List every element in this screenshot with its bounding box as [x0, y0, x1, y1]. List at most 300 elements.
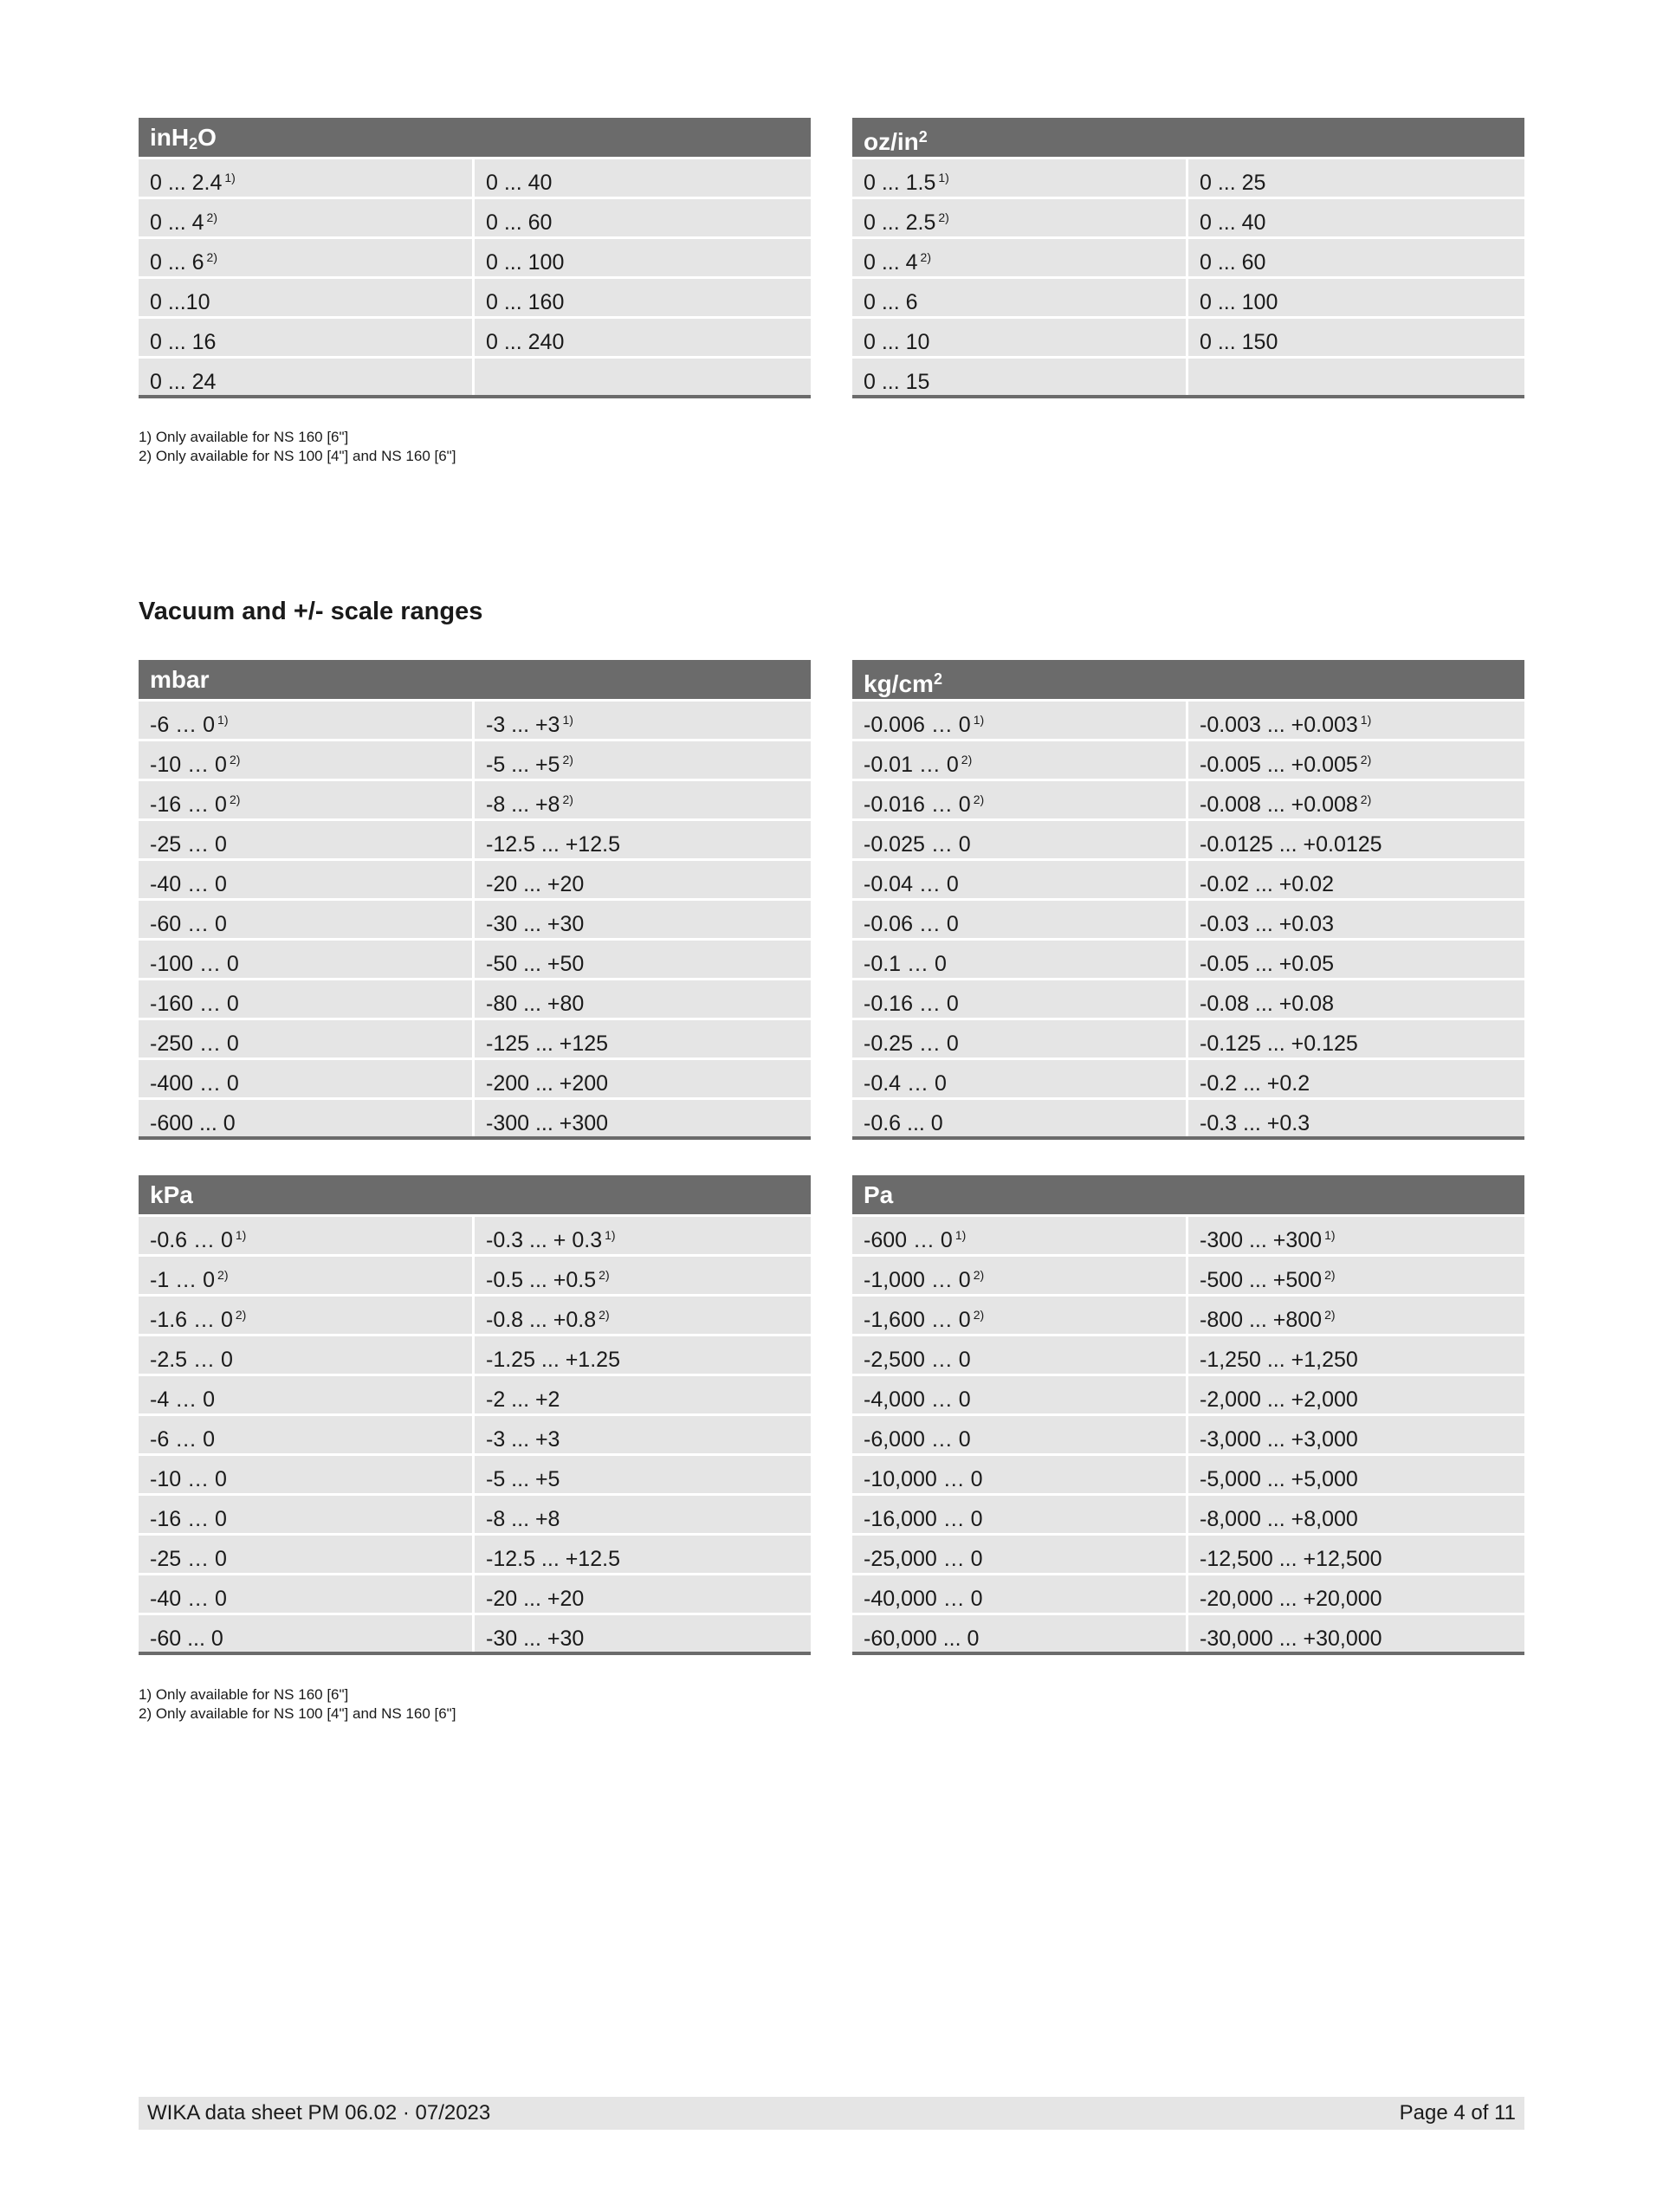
cell-value: -0.06 … 0 [864, 912, 959, 936]
cell-value: -40 … 0 [150, 1587, 227, 1611]
cell-value: -0.6 ... 0 [864, 1111, 943, 1135]
footnote-marker: 2) [973, 1308, 985, 1322]
table-row [139, 1615, 811, 1655]
cell-value: -3 ... +3 [486, 1427, 560, 1452]
table-row [139, 1336, 811, 1374]
table-cell [475, 1376, 811, 1413]
table-cell [1188, 1456, 1524, 1493]
cell-value: 0 ...10 [150, 290, 210, 314]
table-row [139, 1496, 811, 1533]
table-cell [139, 1456, 472, 1493]
table-row [139, 1575, 811, 1613]
table-cell [852, 1297, 1186, 1334]
table-cell [1188, 702, 1524, 739]
cell-value: -10 … 0 [150, 753, 227, 777]
table-row [139, 159, 811, 197]
table-cell [1188, 1575, 1524, 1613]
table-row [139, 1217, 811, 1254]
table-cell [1188, 861, 1524, 898]
cell-value: -600 ... 0 [150, 1111, 236, 1135]
table-cell [852, 199, 1186, 236]
cell-value: -4,000 … 0 [864, 1387, 971, 1412]
cell-value: -80 ... +80 [486, 992, 585, 1016]
table-row [852, 1416, 1524, 1453]
cell-value: -6 … 0 [150, 713, 216, 737]
footnote-marker: 2) [235, 1308, 247, 1322]
cell-value: -5 ... +5 [486, 753, 560, 777]
cell-value: -8 ... +8 [486, 792, 560, 817]
cell-value: -2,000 ... +2,000 [1200, 1387, 1358, 1412]
cell-value: -0.2 ... +0.2 [1200, 1071, 1310, 1096]
cell-value: -25 … 0 [150, 1547, 227, 1571]
table-row [852, 821, 1524, 858]
table-cell [139, 1297, 472, 1334]
table-row [139, 1416, 811, 1453]
table-row [852, 980, 1524, 1018]
cell-value: 0 ... 240 [486, 330, 565, 354]
table-row [139, 781, 811, 818]
cell-value: -2.5 … 0 [150, 1348, 233, 1372]
footnote-marker: 2) [973, 792, 985, 806]
cell-value: -250 … 0 [150, 1032, 239, 1056]
cell-value: -16,000 … 0 [864, 1507, 983, 1531]
footnote-marker: 2) [206, 210, 217, 224]
footnote-marker: 2) [1360, 753, 1372, 766]
table-cell [475, 1416, 811, 1453]
cell-value: -25 … 0 [150, 832, 227, 857]
table-cell [139, 1496, 472, 1533]
cell-value: -40,000 … 0 [864, 1587, 983, 1611]
table-cell [852, 781, 1186, 818]
cell-value: -12.5 ... +12.5 [486, 832, 620, 857]
table-cell [139, 1536, 472, 1573]
cell-value: -300 ... +300 [1200, 1228, 1323, 1252]
cell-value: -0.4 … 0 [864, 1071, 947, 1096]
cell-value: -2 ... +2 [486, 1387, 560, 1412]
cell-value: -12,500 ... +12,500 [1200, 1547, 1382, 1571]
table-cell [475, 239, 811, 276]
cell-value: -10 … 0 [150, 1467, 227, 1491]
table-row [852, 279, 1524, 316]
footnote-marker: 2) [599, 1308, 610, 1322]
table-row [139, 980, 811, 1018]
table-cell [139, 1376, 472, 1413]
table-cell [1188, 821, 1524, 858]
table-cell [852, 1536, 1186, 1573]
footnote-marker: 1) [605, 1228, 616, 1242]
table-cell [139, 1100, 472, 1136]
table-row [852, 781, 1524, 818]
table-cell [139, 1257, 472, 1294]
table-row [852, 1496, 1524, 1533]
cell-value: -16 … 0 [150, 1507, 227, 1531]
cell-value: -1,600 … 0 [864, 1308, 971, 1332]
table-cell [475, 1297, 811, 1334]
cell-value: -25,000 … 0 [864, 1547, 983, 1571]
table-row [852, 1336, 1524, 1374]
table-cell [139, 1217, 472, 1254]
table-cell [1188, 1615, 1524, 1652]
table-cell [139, 199, 472, 236]
cell-value: -0.008 ... +0.008 [1200, 792, 1358, 817]
table-row [852, 359, 1524, 398]
table-cell [475, 1536, 811, 1573]
cell-value: -600 … 0 [864, 1228, 953, 1252]
footnote-marker: 2) [920, 250, 931, 264]
table-cell [475, 1615, 811, 1652]
footnote-marker: 1) [954, 1228, 967, 1242]
table-cell [475, 1217, 811, 1254]
cell-value: -12.5 ... +12.5 [486, 1547, 620, 1571]
table-cell [852, 821, 1186, 858]
table-cell [1188, 1060, 1524, 1097]
cell-value: -1 … 0 [150, 1268, 216, 1292]
cell-value: -0.3 ... + 0.3 [486, 1228, 603, 1252]
table-cell [1188, 980, 1524, 1018]
table-cell [475, 1575, 811, 1613]
table-row [139, 702, 811, 739]
cell-value: -8,000 ... +8,000 [1200, 1507, 1358, 1531]
table-row [852, 1376, 1524, 1413]
table-cell [139, 319, 472, 356]
table-cell [852, 1060, 1186, 1097]
cell-value: -0.16 … 0 [864, 992, 959, 1016]
table-row [139, 821, 811, 858]
table-cell [1188, 159, 1524, 197]
cell-value: -0.016 … 0 [864, 792, 971, 817]
table-cell [852, 1416, 1186, 1453]
footnote-marker: 2) [229, 753, 241, 766]
cell-value: -5,000 ... +5,000 [1200, 1467, 1358, 1491]
table-cell [475, 821, 811, 858]
cell-value: -0.8 ... +0.8 [486, 1308, 597, 1332]
table-cell [1188, 1336, 1524, 1374]
table-kpa [139, 1175, 811, 1655]
table-cell [475, 1257, 811, 1294]
table-cell [1188, 279, 1524, 316]
table-cell [475, 279, 811, 316]
cell-value: 0 ... 1.5 [864, 171, 936, 195]
table-cell [852, 279, 1186, 316]
cell-value: -0.03 ... +0.03 [1200, 912, 1334, 936]
cell-value: 0 ... 150 [1200, 330, 1278, 354]
cell-value: -0.6 … 0 [150, 1228, 233, 1252]
cell-value: -0.003 ... +0.003 [1200, 713, 1358, 737]
table-row [852, 1456, 1524, 1493]
cell-value: -0.25 … 0 [864, 1032, 959, 1056]
cell-value: -0.006 … 0 [864, 713, 971, 737]
table-cell [852, 901, 1186, 938]
table-kgcm2 [852, 660, 1524, 1140]
table-cell [852, 861, 1186, 898]
footnote-marker: 1) [562, 713, 573, 727]
footnote-marker: 1) [1324, 1228, 1336, 1242]
table-cell [852, 159, 1186, 197]
footnote-marker: 2) [562, 753, 573, 766]
table-header: $oz/in^2$ [852, 118, 1524, 157]
cell-value: -400 … 0 [150, 1071, 239, 1096]
table-cell [852, 741, 1186, 779]
table-cell [475, 1020, 811, 1057]
cell-value: -0.04 … 0 [864, 872, 959, 896]
footnote-marker: 1) [938, 171, 949, 184]
table-row [852, 1060, 1524, 1097]
cell-value: 0 ... 4 [864, 250, 918, 275]
footnotes-bottom [139, 1685, 456, 1724]
table-cell [139, 279, 472, 316]
cell-value: -1,250 ... +1,250 [1200, 1348, 1358, 1372]
table-cell [139, 1615, 472, 1652]
table-header: Pa [852, 1175, 1524, 1214]
table-row [139, 239, 811, 276]
table-cell [1188, 941, 1524, 978]
cell-value: 0 ... 24 [150, 370, 217, 394]
cell-value: 0 ... 4 [150, 210, 204, 235]
table-cell [475, 1456, 811, 1493]
table-cell [475, 359, 811, 395]
table-cell [852, 1496, 1186, 1533]
table-cell [475, 980, 811, 1018]
footnote-marker: 1) [224, 171, 236, 184]
table-row [139, 1100, 811, 1140]
table-row [852, 1615, 1524, 1655]
cell-value: -800 ... +800 [1200, 1308, 1323, 1332]
cell-value: -1.25 ... +1.25 [486, 1348, 620, 1372]
table-cell [852, 359, 1186, 395]
table-row [852, 319, 1524, 356]
table-cell [1188, 1100, 1524, 1136]
table-header: $kg/cm^2$ [852, 660, 1524, 699]
cell-value: -3 ... +3 [486, 713, 560, 737]
footnote-marker: 1) [1360, 713, 1372, 727]
table-cell [852, 319, 1186, 356]
table-row [139, 1456, 811, 1493]
table-cell [139, 741, 472, 779]
table-cell [1188, 1217, 1524, 1254]
cell-value: -0.0125 ... +0.0125 [1200, 832, 1382, 857]
cell-value: 0 ... 2.4 [150, 171, 223, 195]
table-cell [1188, 199, 1524, 236]
cell-value: -1,000 … 0 [864, 1268, 971, 1292]
footnote-marker: 2) [562, 792, 573, 806]
table-row [852, 1536, 1524, 1573]
table-cell [1188, 741, 1524, 779]
table-cell [139, 980, 472, 1018]
cell-value: 0 ... 16 [150, 330, 217, 354]
table-row [139, 1297, 811, 1334]
table-cell [139, 821, 472, 858]
cell-value: -60 … 0 [150, 912, 227, 936]
table-row [852, 1575, 1524, 1613]
table-cell [139, 359, 472, 395]
cell-value: -20,000 ... +20,000 [1200, 1587, 1382, 1611]
cell-value: 0 ... 2.5 [864, 210, 936, 235]
cell-value: 0 ... 25 [1200, 171, 1266, 195]
table-ozin2 [852, 118, 1524, 398]
table-row [139, 279, 811, 316]
cell-value: -50 ... +50 [486, 952, 585, 976]
table-cell [475, 199, 811, 236]
cell-value: -300 ... +300 [486, 1111, 609, 1135]
table-cell [852, 1336, 1186, 1374]
footnote-1: 1) Only available for NS 160 [6"] [139, 1686, 349, 1703]
table-cell [1188, 781, 1524, 818]
table-cell [139, 1060, 472, 1097]
cell-value: -500 ... +500 [1200, 1268, 1323, 1292]
cell-value: -8 ... +8 [486, 1507, 560, 1531]
cell-value: 0 ... 6 [864, 290, 918, 314]
cell-value: -16 … 0 [150, 792, 227, 817]
table-cell [139, 1020, 472, 1057]
table-cell [852, 1456, 1186, 1493]
table-cell [852, 1217, 1186, 1254]
table-cell [852, 980, 1186, 1018]
table-cell [852, 1575, 1186, 1613]
table-cell [475, 319, 811, 356]
table-row [852, 159, 1524, 197]
table-row [139, 901, 811, 938]
table-cell [139, 702, 472, 739]
table-cell [852, 1257, 1186, 1294]
cell-value: 0 ... 100 [1200, 290, 1278, 314]
table-row [139, 359, 811, 398]
cell-value: -40 … 0 [150, 872, 227, 896]
table-cell [475, 1100, 811, 1136]
table-cell [1188, 901, 1524, 938]
table-row [852, 741, 1524, 779]
cell-value: 0 ... 100 [486, 250, 565, 275]
cell-value: -0.05 ... +0.05 [1200, 952, 1334, 976]
table-pa [852, 1175, 1524, 1655]
footnote-marker: 2) [961, 753, 973, 766]
table-row [852, 1020, 1524, 1057]
footnote-marker: 2) [217, 1268, 229, 1282]
cell-value: -3,000 ... +3,000 [1200, 1427, 1358, 1452]
cell-value: -30 ... +30 [486, 912, 585, 936]
table-row [852, 901, 1524, 938]
cell-value: -0.005 ... +0.005 [1200, 753, 1358, 777]
cell-value: 0 ... 60 [486, 210, 553, 235]
section-title: Vacuum and +/- scale ranges [139, 598, 483, 625]
table-row [139, 1020, 811, 1057]
cell-value: -30 ... +30 [486, 1627, 585, 1651]
cell-value: -0.08 ... +0.08 [1200, 992, 1334, 1016]
table-row [139, 1257, 811, 1294]
table-row [852, 199, 1524, 236]
cell-value: 0 ... 15 [864, 370, 930, 394]
table-mbar [139, 660, 811, 1140]
cell-value: -200 ... +200 [486, 1071, 609, 1096]
table-cell [1188, 239, 1524, 276]
table-row [139, 941, 811, 978]
footnote-1: 1) Only available for NS 160 [6"] [139, 429, 349, 445]
table-cell [852, 1376, 1186, 1413]
table-row [852, 1297, 1524, 1334]
table-row [852, 1257, 1524, 1294]
footnote-2: 2) Only available for NS 100 [4"] and NS 160 [6"] [139, 448, 456, 464]
footnote-marker: 2) [938, 210, 949, 224]
cell-value: -5 ... +5 [486, 1467, 560, 1491]
table-cell [1188, 319, 1524, 356]
cell-value: 0 ... 40 [1200, 210, 1266, 235]
table-cell [139, 861, 472, 898]
footnote-2: 2) Only available for NS 100 [4"] and NS 160 [6"] [139, 1705, 456, 1722]
table-cell [139, 1336, 472, 1374]
cell-value: -125 ... +125 [486, 1032, 609, 1056]
table-cell [852, 702, 1186, 739]
cell-value: 0 ... 60 [1200, 250, 1266, 275]
table-cell [475, 159, 811, 197]
table-row [139, 1060, 811, 1097]
table-row [139, 1536, 811, 1573]
footnote-marker: 2) [1360, 792, 1372, 806]
footnote-marker: 1) [217, 713, 229, 727]
table-cell [475, 941, 811, 978]
table-cell [139, 901, 472, 938]
table-cell [475, 1336, 811, 1374]
cell-value: -0.01 … 0 [864, 753, 959, 777]
table-cell [139, 159, 472, 197]
footnote-marker: 1) [973, 713, 985, 727]
table-cell [1188, 1257, 1524, 1294]
table-row [139, 199, 811, 236]
cell-value: -30,000 ... +30,000 [1200, 1627, 1382, 1651]
table-cell [852, 1020, 1186, 1057]
cell-value: 0 ... 10 [864, 330, 930, 354]
cell-value: -0.5 ... +0.5 [486, 1268, 597, 1292]
table-header: inH$_2$O [139, 118, 811, 157]
footnotes-top [139, 428, 456, 466]
table-header: mbar [139, 660, 811, 699]
table-cell [475, 741, 811, 779]
cell-value: 0 ... 40 [486, 171, 553, 195]
cell-value: -60,000 ... 0 [864, 1627, 980, 1651]
cell-value: -100 … 0 [150, 952, 239, 976]
table-cell [852, 1615, 1186, 1652]
cell-value: -4 … 0 [150, 1387, 216, 1412]
table-row [139, 319, 811, 356]
table-header: kPa [139, 1175, 811, 1214]
footnote-marker: 2) [973, 1268, 985, 1282]
table-cell [852, 1100, 1186, 1136]
table-cell [475, 901, 811, 938]
table-row [852, 861, 1524, 898]
cell-value: 0 ... 160 [486, 290, 565, 314]
table-cell [475, 861, 811, 898]
cell-value: -1.6 … 0 [150, 1308, 233, 1332]
table-row [852, 941, 1524, 978]
cell-value: -6,000 … 0 [864, 1427, 971, 1452]
cell-value: -20 ... +20 [486, 1587, 585, 1611]
table-cell [1188, 1020, 1524, 1057]
cell-value: -6 … 0 [150, 1427, 216, 1452]
table-row [852, 702, 1524, 739]
table-cell [852, 941, 1186, 978]
footnote-marker: 2) [229, 792, 241, 806]
table-row [852, 1217, 1524, 1254]
page-footer [139, 2097, 1524, 2130]
cell-value: -2,500 … 0 [864, 1348, 971, 1372]
cell-value: -0.025 … 0 [864, 832, 971, 857]
table-row [139, 861, 811, 898]
table-row [852, 239, 1524, 276]
footnote-marker: 2) [599, 1268, 610, 1282]
footer-doc-ref: WIKA data sheet PM 06.02 · 07/2023 [147, 2101, 491, 2125]
table-cell [1188, 1297, 1524, 1334]
table-cell [1188, 359, 1524, 395]
table-cell [1188, 1416, 1524, 1453]
cell-value: 0 ... 6 [150, 250, 204, 275]
